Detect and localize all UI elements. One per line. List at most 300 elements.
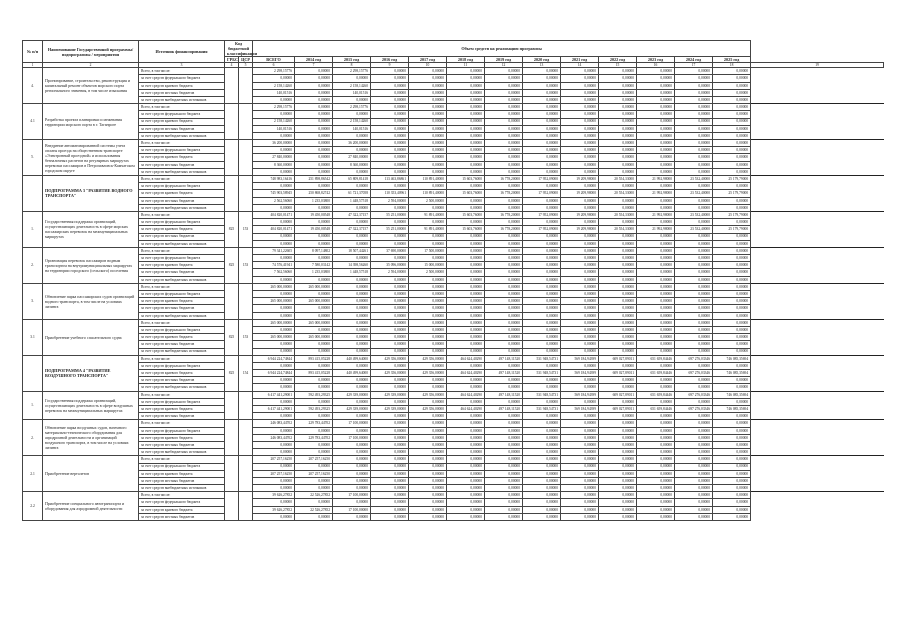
total-value: 8 360,00000 [253, 161, 295, 168]
year-value: 23 532,40000 [675, 190, 713, 197]
row-number [23, 176, 43, 212]
year-value: 0,00000 [447, 269, 485, 276]
year-value: 0,00000 [409, 154, 447, 161]
year-value: 0,00000 [637, 118, 675, 125]
year-value: 0,00000 [561, 161, 599, 168]
year-value: 0,00000 [295, 183, 333, 190]
year-value: 0,00000 [675, 262, 713, 269]
year-value: 0,00000 [485, 449, 523, 456]
year-value: 0,00000 [561, 276, 599, 283]
year-value: 429 356,00000 [409, 406, 447, 413]
total-value: 0,00000 [253, 348, 295, 355]
total-value: 6 417 441,29001 [253, 391, 295, 398]
cst-code: 153 [239, 247, 253, 283]
table-row [23, 190, 884, 197]
total-value: 404 820,01471 [253, 211, 295, 218]
total-value: 265 000,00000 [253, 334, 295, 341]
column-number: 18 [713, 63, 751, 68]
year-value: 0,00000 [447, 183, 485, 190]
funding-source: за счет средств краевого бюджета [139, 190, 225, 197]
table-row [23, 132, 884, 139]
total-value: 0,00000 [253, 377, 295, 384]
year-value: 265 000,00000 [295, 334, 333, 341]
year-value: 0,00000 [333, 470, 371, 477]
year-value: 0,00000 [333, 441, 371, 448]
year-value: 464 624,40290 [447, 370, 485, 377]
funding-source: за счет средств местных бюджетов [139, 513, 225, 520]
total-value: 0,00000 [253, 449, 295, 456]
year-value: 0,00000 [333, 276, 371, 283]
year-value: 0,00000 [371, 96, 409, 103]
year-value: 0,00000 [675, 154, 713, 161]
year-value: 37 690,00000 [371, 247, 409, 254]
grbs-code [225, 492, 239, 521]
year-value: 0,00000 [523, 492, 561, 499]
total-value: 0,00000 [253, 398, 295, 405]
year-value: 0,00000 [295, 255, 333, 262]
year-value: 21 992,98000 [637, 190, 675, 197]
year-value: 0,00000 [409, 161, 447, 168]
year-value: 0,00000 [637, 441, 675, 448]
year-value: 0,00000 [637, 75, 675, 82]
funding-source: за счет средств местных бюджетов [139, 305, 225, 312]
year-value: 0,00000 [675, 82, 713, 89]
year-value: 0,00000 [447, 75, 485, 82]
year-value: 0,00000 [333, 312, 371, 319]
year-value: 0,00000 [447, 427, 485, 434]
year-value: 0,00000 [485, 326, 523, 333]
year-value: 0,00000 [675, 197, 713, 204]
year-value: 0,00000 [295, 348, 333, 355]
header-year: 2014 год [295, 57, 333, 63]
year-value: 429 339,00000 [371, 391, 409, 398]
year-value: 0,00000 [713, 348, 751, 355]
year-value: 0,00000 [447, 341, 485, 348]
year-value: 0,00000 [295, 499, 333, 506]
year-value: 0,00000 [333, 341, 371, 348]
total-value: 0,00000 [253, 463, 295, 470]
year-value: 0,00000 [713, 477, 751, 484]
year-value: 0,00000 [561, 291, 599, 298]
year-value: 20 554,33000 [599, 190, 637, 197]
year-value: 0,00000 [523, 204, 561, 211]
year-value: 0,00000 [637, 477, 675, 484]
year-value: 23 532,40000 [675, 176, 713, 183]
total-value: 0,00000 [253, 240, 295, 247]
year-value: 0,00000 [675, 312, 713, 319]
year-value: 0,00000 [523, 269, 561, 276]
column-number: 11 [447, 63, 485, 68]
year-value: 0,00000 [599, 427, 637, 434]
year-value: 0,00000 [675, 420, 713, 427]
table-row [23, 334, 884, 341]
year-value: 17 100,00000 [333, 506, 371, 513]
year-value: 0,00000 [295, 513, 333, 520]
year-value: 25 179,79000 [713, 226, 751, 233]
year-value: 0,00000 [599, 204, 637, 211]
year-value: 0,00000 [599, 82, 637, 89]
year-value: 0,00000 [713, 168, 751, 175]
year-value: 0,00000 [675, 398, 713, 405]
year-value: 0,00000 [295, 168, 333, 175]
year-value: 0,00000 [295, 427, 333, 434]
year-value: 0,00000 [561, 283, 599, 290]
year-value: 0,00000 [447, 255, 485, 262]
header-program: Наименование Государственной программы/ подпрограммы / мероприятия [43, 41, 139, 63]
total-value: 0,00000 [253, 499, 295, 506]
year-value: 0,00000 [371, 219, 409, 226]
grbs-code [225, 68, 239, 104]
year-value: 0,00000 [295, 305, 333, 312]
year-value: 0,00000 [523, 441, 561, 448]
year-value: 0,00000 [561, 513, 599, 520]
year-value: 0,00000 [713, 183, 751, 190]
year-value: 110 891,40000 [409, 176, 447, 183]
year-value: 0,00000 [713, 96, 751, 103]
year-value: 0,00000 [447, 283, 485, 290]
table-row [23, 283, 884, 290]
year-value: 0,00000 [599, 312, 637, 319]
year-value: 0,00000 [561, 413, 599, 420]
year-value: 0,00000 [713, 305, 751, 312]
year-value: 0,00000 [599, 348, 637, 355]
year-value: 0,00000 [637, 513, 675, 520]
year-value: 0,00000 [675, 204, 713, 211]
year-value: 0,00000 [523, 233, 561, 240]
year-value: 0,00000 [599, 233, 637, 240]
table-row [23, 125, 884, 132]
year-value: 229 783,44702 [295, 420, 333, 427]
year-value: 0,00000 [561, 305, 599, 312]
year-value: 0,00000 [713, 499, 751, 506]
year-value: 0,00000 [675, 140, 713, 147]
funding-source: за счет средств местных бюджетов [139, 89, 225, 96]
year-value: 0,00000 [295, 312, 333, 319]
year-value: 0,00000 [561, 140, 599, 147]
year-value: 0,00000 [599, 485, 637, 492]
year-value: 0,00000 [561, 477, 599, 484]
year-value: 0,00000 [523, 262, 561, 269]
total-value: 0,00000 [253, 384, 295, 391]
year-value: 0,00000 [713, 513, 751, 520]
funding-source: за счет средств внебюджетных источников [139, 240, 225, 247]
year-value: 0,00000 [675, 513, 713, 520]
header-year: 2015 год [333, 57, 371, 63]
year-value: 17 952,09000 [523, 176, 561, 183]
year-value: 0,00000 [333, 449, 371, 456]
year-value: 0,00000 [637, 420, 675, 427]
year-value: 0,00000 [371, 283, 409, 290]
year-value: 0,00000 [523, 197, 561, 204]
year-value: 0,00000 [713, 326, 751, 333]
year-value: 0,00000 [637, 125, 675, 132]
year-value: 0,00000 [637, 326, 675, 333]
funding-source: за счет средств краевого бюджета [139, 434, 225, 441]
year-value: 0,00000 [295, 96, 333, 103]
year-value: 0,00000 [371, 485, 409, 492]
year-value: 0,00000 [485, 477, 523, 484]
year-value: 0,00000 [447, 384, 485, 391]
year-value: 0,00000 [675, 477, 713, 484]
year-value: 0,00000 [409, 204, 447, 211]
year-value: 0,00000 [485, 470, 523, 477]
year-value: 0,00000 [485, 362, 523, 369]
column-number: 3 [139, 63, 225, 68]
year-value: 0,00000 [409, 298, 447, 305]
funding-source: за счет средств федерального бюджета [139, 111, 225, 118]
year-value: 0,00000 [561, 319, 599, 326]
year-value: 0,00000 [713, 140, 751, 147]
year-value: 0,00000 [295, 204, 333, 211]
year-value: 0,00000 [599, 449, 637, 456]
year-value: 0,00000 [523, 312, 561, 319]
year-value: 0,00000 [523, 283, 561, 290]
year-value: 8 097,14802 [295, 247, 333, 254]
year-value: 0,00000 [675, 111, 713, 118]
year-value: 0,00000 [713, 506, 751, 513]
year-value: 0,00000 [523, 255, 561, 262]
year-value: 0,00000 [599, 118, 637, 125]
year-value: 0,00000 [523, 118, 561, 125]
year-value: 0,00000 [637, 255, 675, 262]
year-value: 0,00000 [295, 377, 333, 384]
header-year: 2022 год [599, 57, 637, 63]
year-value: 0,00000 [561, 111, 599, 118]
year-value: 0,00000 [485, 506, 523, 513]
year-value: 429 339,00000 [333, 391, 371, 398]
year-value: 0,00000 [485, 334, 523, 341]
total-value: 0,00000 [253, 485, 295, 492]
table-row [23, 197, 884, 204]
year-value: 0,00000 [333, 326, 371, 333]
year-value: 0,00000 [637, 463, 675, 470]
table-row [23, 355, 884, 362]
year-value: 651 659,84446 [637, 355, 675, 362]
table-row [23, 168, 884, 175]
year-value: 0,00000 [599, 161, 637, 168]
funding-source: Всего, в том числе: [139, 355, 225, 362]
year-value: 0,00000 [713, 485, 751, 492]
year-value: 0,00000 [409, 341, 447, 348]
year-value: 0,00000 [447, 513, 485, 520]
year-value: 0,00000 [599, 125, 637, 132]
year-value: 0,00000 [675, 485, 713, 492]
funding-source: за счет средств местных бюджетов [139, 341, 225, 348]
cst-code [239, 391, 253, 420]
funding-source: за счет средств местных бюджетов [139, 125, 225, 132]
year-value: 0,00000 [713, 89, 751, 96]
year-value: 0,00000 [561, 233, 599, 240]
grbs-code [225, 140, 239, 176]
year-value: 0,00000 [485, 89, 523, 96]
year-value: 0,00000 [295, 341, 333, 348]
funding-source: за счет средств местных бюджетов [139, 161, 225, 168]
year-value: 609 027,89011 [599, 406, 637, 413]
year-value: 0,00000 [713, 68, 751, 75]
year-value: 0,00000 [713, 204, 751, 211]
grbs-code [225, 283, 239, 319]
year-value: 0,00000 [485, 348, 523, 355]
year-value: 0,00000 [333, 291, 371, 298]
table-body [23, 68, 884, 521]
year-value: 531 948,54731 [523, 391, 561, 398]
year-value: 0,00000 [371, 413, 409, 420]
table-row [23, 176, 884, 183]
year-value: 0,00000 [447, 82, 485, 89]
year-value: 0,00000 [599, 247, 637, 254]
total-value: 0,00000 [253, 362, 295, 369]
year-value: 0,00000 [447, 441, 485, 448]
year-value: 7 580,03142 [295, 262, 333, 269]
funding-source: за счет средств федерального бюджета [139, 147, 225, 154]
table-row [23, 140, 884, 147]
year-value: 0,00000 [523, 449, 561, 456]
year-value: 0,00000 [409, 132, 447, 139]
column-number: 4 [225, 63, 239, 68]
cst-code [239, 104, 253, 140]
year-value: 0,00000 [675, 75, 713, 82]
year-value: 0,00000 [333, 456, 371, 463]
year-value: 0,00000 [295, 441, 333, 448]
column-number: 12 [485, 63, 523, 68]
year-value: 0,00000 [599, 104, 637, 111]
year-value: 0,00000 [599, 255, 637, 262]
year-value: 0,00000 [371, 276, 409, 283]
funding-source: за счет средств федерального бюджета [139, 463, 225, 470]
table-row [23, 485, 884, 492]
year-value: 0,00000 [637, 89, 675, 96]
year-value: 0,00000 [523, 420, 561, 427]
year-value: 0,00000 [371, 140, 409, 147]
year-value: 0,00000 [333, 240, 371, 247]
year-value: 0,00000 [409, 499, 447, 506]
year-value: 0,00000 [637, 506, 675, 513]
year-value: 0,00000 [409, 384, 447, 391]
year-value: 0,00000 [561, 147, 599, 154]
table-row [23, 456, 884, 463]
total-value: 140,01516 [253, 125, 295, 132]
year-value: 0,00000 [523, 499, 561, 506]
year-value: 0,00000 [561, 506, 599, 513]
year-value: 0,00000 [713, 82, 751, 89]
year-value: 21 992,98000 [637, 176, 675, 183]
year-value: 440 499,64000 [333, 355, 371, 362]
year-value: 0,00000 [295, 463, 333, 470]
year-value: 0,00000 [523, 513, 561, 520]
table-row [23, 255, 884, 262]
year-value: 464 624,40290 [447, 406, 485, 413]
year-value: 0,00000 [675, 362, 713, 369]
year-value: 0,00000 [333, 75, 371, 82]
funding-source: за счет средств внебюджетных источников [139, 204, 225, 211]
table-row [23, 391, 884, 398]
year-value: 0,00000 [409, 305, 447, 312]
year-value: 0,00000 [447, 470, 485, 477]
table-row [23, 427, 884, 434]
table-row [23, 370, 884, 377]
year-value: 0,00000 [713, 384, 751, 391]
year-value: 0,00000 [637, 291, 675, 298]
table-row [23, 312, 884, 319]
cst-code: 154 [239, 355, 253, 391]
year-value: 113 463,86861 [371, 176, 409, 183]
year-value: 0,00000 [485, 168, 523, 175]
year-value: 0,00000 [561, 168, 599, 175]
year-value: 0,00000 [675, 334, 713, 341]
year-value: 0,00000 [333, 183, 371, 190]
year-value: 0,00000 [599, 291, 637, 298]
year-value: 0,00000 [295, 89, 333, 96]
column-number: 2 [43, 63, 139, 68]
year-value: 0,00000 [447, 492, 485, 499]
year-value: 0,00000 [409, 219, 447, 226]
year-value: 0,00000 [713, 434, 751, 441]
year-value: 0,00000 [561, 341, 599, 348]
year-value: 0,00000 [295, 291, 333, 298]
funding-source: за счет средств внебюджетных источников [139, 168, 225, 175]
year-value: 0,00000 [295, 477, 333, 484]
year-value: 0,00000 [447, 68, 485, 75]
year-value: 497 148,11520 [485, 406, 523, 413]
year-value: 0,00000 [485, 463, 523, 470]
year-value: 0,00000 [713, 247, 751, 254]
year-value: 0,00000 [485, 485, 523, 492]
year-value: 0,00000 [523, 96, 561, 103]
total-value: 0,00000 [253, 513, 295, 520]
year-value: 0,00000 [713, 334, 751, 341]
year-value: 0,00000 [295, 75, 333, 82]
cst-code: 153 [239, 211, 253, 247]
year-value: 0,00000 [409, 82, 447, 89]
year-value: 265 000,00000 [295, 283, 333, 290]
year-value: 0,00000 [485, 197, 523, 204]
funding-source: за счет средств краевого бюджета [139, 334, 225, 341]
year-value: 531 948,54731 [523, 355, 561, 362]
year-value: 697 276,03346 [675, 370, 713, 377]
year-value: 0,00000 [675, 89, 713, 96]
year-value: 893 415,05228 [295, 370, 333, 377]
funding-source: за счет средств краевого бюджета [139, 370, 225, 377]
year-value: 0,00000 [599, 413, 637, 420]
year-value: 0,00000 [599, 111, 637, 118]
year-value: 0,00000 [637, 413, 675, 420]
year-value: 19 209,98000 [561, 190, 599, 197]
table-row [23, 118, 884, 125]
total-value: 404 820,01471 [253, 226, 295, 233]
year-value: 0,00000 [295, 111, 333, 118]
year-value: 746 085,35694 [713, 406, 751, 413]
grbs-code [225, 104, 239, 140]
year-value: 0,00000 [675, 413, 713, 420]
table-row [23, 262, 884, 269]
header-year: 2023 год [637, 57, 675, 63]
year-value: 0,00000 [409, 427, 447, 434]
year-value: 0,00000 [485, 140, 523, 147]
funding-source: за счет средств краевого бюджета [139, 226, 225, 233]
total-value: 265 000,00000 [253, 283, 295, 290]
year-value: 0,00000 [447, 334, 485, 341]
year-value: 0,00000 [447, 499, 485, 506]
year-value: 0,00000 [523, 413, 561, 420]
total-value: 207 257,16250 [253, 456, 295, 463]
row-number: 2.1 [23, 456, 43, 492]
total-value: 0,00000 [253, 111, 295, 118]
year-value: 0,00000 [485, 420, 523, 427]
year-value: 0,00000 [447, 312, 485, 319]
year-value: 0,00000 [447, 96, 485, 103]
year-value: 0,00000 [561, 377, 599, 384]
year-value: 0,00000 [371, 334, 409, 341]
